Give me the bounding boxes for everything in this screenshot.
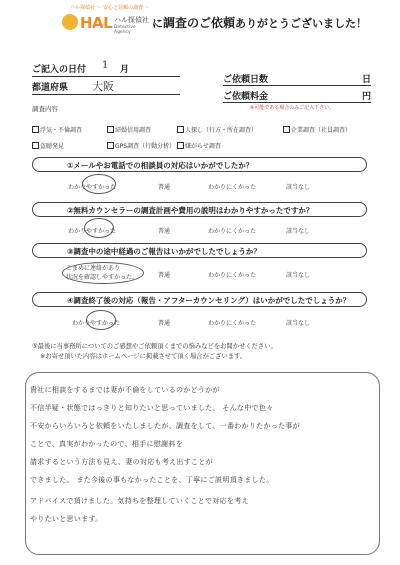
comment-line: 不安からいろいろと依頼をいたしましたが、調査をして、一番わかりたかった事が [30, 422, 300, 430]
q3-choice-frequent[interactable]: こまめに連絡があり 状況を確認しやすかった。 [66, 265, 139, 281]
q3-choice-na[interactable]: 該当なし [286, 272, 311, 279]
question-2-bar: ②無料カウンセラーの調査計画や費用の説明はわかりやすかったですか？ [32, 202, 367, 217]
company-logo [62, 12, 152, 36]
comment-line: やりたいと思います。 [30, 515, 103, 523]
days-label: ご依頼日数 [223, 75, 269, 85]
option-harassment[interactable]: 嫌がらせ調査 [177, 141, 221, 150]
comment-line: ことで、真実がわかったので、相手に慰謝料を [30, 440, 184, 448]
q4-choice-unclear[interactable]: わかりにくかった [208, 320, 257, 327]
comment-line: できました。 また今後の事もなかったことを、丁寧にご説明頂きました。 [30, 476, 274, 484]
comment-line: 貴社に相談をするまでは妻が不倫をしているのかどうかが [30, 386, 220, 394]
q2-choice-normal[interactable]: 普通 [158, 228, 171, 235]
option-wiretap[interactable]: 盗聴発見 [32, 141, 64, 150]
q1-choice-normal[interactable]: 普通 [158, 184, 171, 191]
days-underline [223, 85, 371, 86]
question-3-bar: ③調査中の途中経過のご報告はいかがでしたでしょうか？ [32, 243, 367, 258]
fee-note: ※可能である場合のみご記入下さい。 [250, 105, 335, 111]
publication-note: ※お寄せ頂いた内容はホームページに掲載させて頂く場合がございます。 [40, 353, 247, 360]
q1-choice-clear[interactable]: わかりやすかった [68, 184, 117, 191]
final-question-text: ⑤最後に当事務所についてのご感想やご依頼頂くまでの悩みなどをお聞かせください。 [32, 343, 277, 350]
prefecture-underline [32, 94, 180, 95]
prefecture-value[interactable]: 大阪 [92, 80, 114, 93]
q2-choice-clear[interactable]: わかりやすかった [68, 228, 117, 235]
q3-choice-normal[interactable]: 普通 [158, 272, 171, 279]
q1-selection-circle [82, 174, 116, 194]
q3-selection-circle [62, 262, 144, 284]
q4-choice-normal[interactable]: 普通 [158, 320, 171, 327]
q4-selection-circle [86, 310, 116, 330]
q2-choice-unclear[interactable]: わかりにくかった [208, 228, 257, 235]
date-underline [32, 76, 180, 77]
question-1-bar: ①メールやお電話での相談員の対応はいかがでしたか？ [32, 157, 367, 172]
q4-choice-clear[interactable]: わかりやすかった [72, 320, 121, 327]
month-unit: 月 [120, 65, 130, 75]
date-label: ご記入の日付 [32, 65, 87, 75]
option-company[interactable]: 企業調査（社員調査） [283, 125, 351, 134]
option-marriage[interactable]: 結婚信用調査 [107, 125, 151, 134]
logo-text: HAL [80, 14, 113, 32]
page-title: に調査のご依頼ありがとうございました！ [152, 16, 368, 30]
logo-en-text: Detective Agency [114, 25, 136, 35]
fee-unit: 円 [362, 92, 372, 102]
prefecture-label: 都道府県 [32, 83, 69, 93]
q2-selection-circle [84, 218, 114, 238]
tagline: ハル探偵社 ～ 安心と信頼の調査 ～ [70, 5, 150, 11]
date-month-value[interactable]: 1 [102, 60, 109, 71]
comment-line: アドバイスで頂けました。気持ちを整理していくことで対応を考え [30, 497, 249, 505]
option-gps[interactable]: GPS調査（行動分析） [107, 141, 175, 150]
investigation-title: 調査内容 [32, 105, 58, 113]
q1-choice-na[interactable]: 該当なし [286, 184, 311, 191]
comment-line: 請求するという方法も見え、妻の対応も考え出すことが [30, 458, 213, 466]
question-4-bar: ④調査終了後の対応（報告・アフターカウンセリング）はいかがでしたでしょうか？ [32, 292, 367, 307]
comment-line: 不信半疑・状態ではっきりと知りたいと思っていました。 そんな中で色々 [30, 404, 274, 412]
q1-choice-unclear[interactable]: わかりにくかった [208, 184, 257, 191]
fee-label: ご依頼料金 [223, 92, 269, 102]
option-affair[interactable]: 浮気・不倫調査 [32, 125, 82, 134]
q3-choice-unclear[interactable]: わかりにくかった [208, 272, 257, 279]
option-person-search[interactable]: 人探し（行方・所在調査） [177, 125, 257, 134]
logo-sun-icon [62, 14, 78, 30]
q2-choice-na[interactable]: 該当なし [286, 228, 311, 235]
days-unit: 日 [362, 75, 372, 85]
logo-jp-text: ハル探偵社 [114, 16, 149, 24]
q4-choice-na[interactable]: 該当なし [286, 320, 311, 327]
fee-underline [223, 102, 371, 103]
